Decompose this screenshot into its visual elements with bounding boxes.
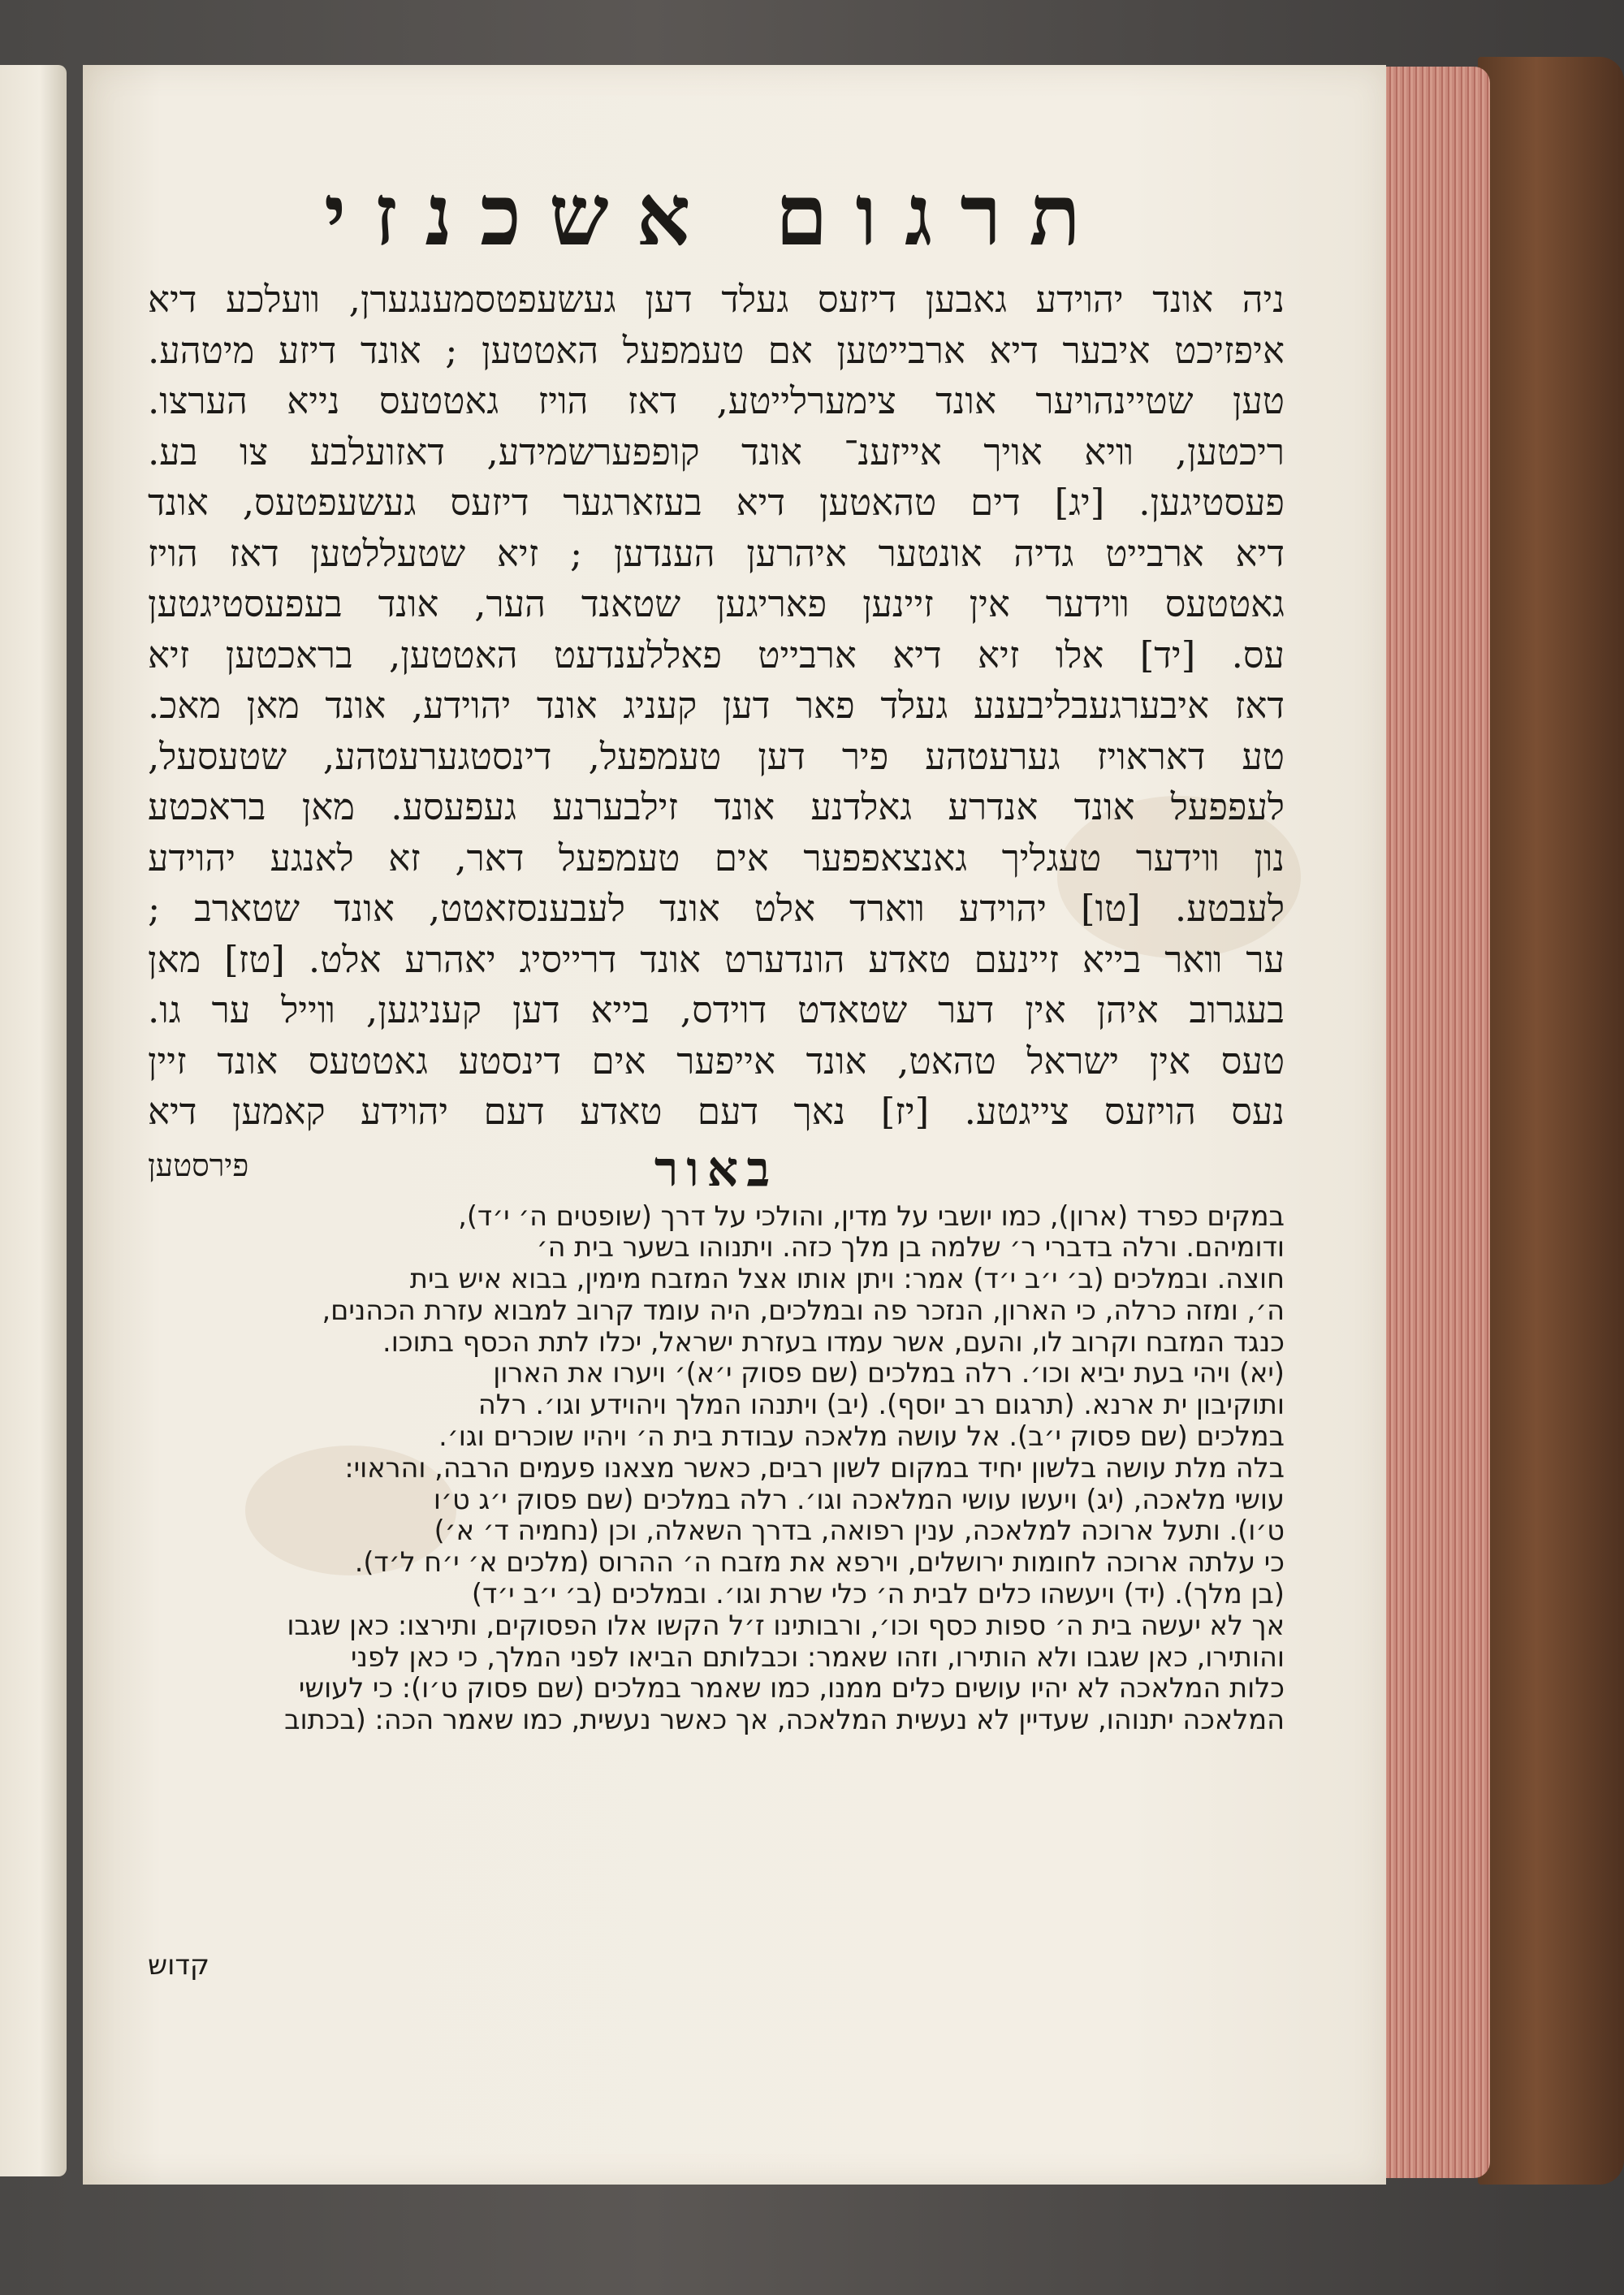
book-cover — [1478, 57, 1624, 2185]
commentary-line: ותוקיבון ית ארנא. (תרגום רב יוסף). (יב) ויתנהו המלך ויהוידע וגו׳. רלה — [477, 1390, 1285, 1421]
page-content — [148, 162, 1285, 1982]
main-text-line: דאז איבערגעבליבענע געלד פאר דען קעניג אונד יהוידע, אונד מאן מאכ. — [148, 684, 1285, 727]
main-text — [148, 274, 1285, 1138]
book-page — [83, 65, 1386, 2185]
commentary-line: ט׳ו). ותעל ארוכה למלאכה, ענין רפואה, בדרך השאלה, וכן (נחמיה ד׳ א׳) — [434, 1515, 1285, 1547]
main-text-line: פעסטיגען. [יג] דים טהאטען דיא בעזארגער דיזעס געשעפטעס, אונד — [148, 481, 1285, 524]
main-text-line: נעס הויזעס צייגטע. [יז] נאך דעם טאדע דעם יהוידע קאמען דיא — [148, 1090, 1285, 1133]
commentary-line: ה׳, ומזה כרלה, כי הארון, הנזכר פה ובמלכים, היה עומד קרוב למבוא עזרת הכהנים, — [322, 1294, 1285, 1326]
main-text-line: טע דאראויז גערעטהע פיר דען טעמפעל, דינסטגערעטהע, שטעסעל, — [148, 734, 1285, 778]
main-text-line: ריכטען, װיא אויך אייזענ־ אונד קופפערשמידע, דאזועלבע צו בע. — [148, 430, 1285, 473]
commentary-line: (בן מלך). (יד) ויעשהו כלים לבית ה׳ כלי שרת וגו׳. ובמלכים (ב׳ י׳ב י׳ד) — [471, 1579, 1285, 1610]
commentary-line: והותירו, כאן שגבו ולא הותירו, וזהו שאמר: וכבלותם הביאו לפני המלך, כי כאן לפני — [350, 1641, 1285, 1673]
main-text-line: איפזיכט איבער דיא ארבייטען אם טעמפעל האטטען ; אונד דיזע מיטהע. — [148, 328, 1285, 372]
commentary-line: עושי מלאכה, (יג) ויעשו עושי המלאכה וגו׳. רלה במלכים (שם פסוק י׳ג ט׳ו — [433, 1484, 1285, 1515]
commentary-line: המלאכה יתנוהו, שעדיין לא נעשית המלאכה, אך כאשר נעשית, כמו שאמר הכה: (בכתוב — [284, 1705, 1285, 1736]
previous-page-edge — [0, 65, 67, 2176]
main-text-line: לעבטע. [טו] יהוידע װארד אלט אונד לעבענסזאטט, אונד שטארב ; — [148, 887, 1285, 930]
commentary-line: בלה מלת עושה בלשון יחיד במקום לשון רבים, כאשר מצאנו פעמים הרבה, והראוי: — [344, 1452, 1285, 1484]
main-text-line: טען שטיינהויער אונד צימערלייטע, דאז הויז גאטטעס נייא הערצו. — [148, 379, 1285, 422]
commentary-title: באור — [654, 1140, 779, 1198]
main-text-line: לעפפעל אונד אנדרע גאלדנע אונד זילבערנע געפעסע. מאן בראכטע — [148, 785, 1285, 828]
main-text-line: גאטטעס װידער אין זיינען פאריגען שטאנד הער, אונד בעפעסטיגטען — [148, 582, 1285, 625]
commentary-line: כי עלתה ארוכה לחומות ירושלים, וירפא את מזבח ה׳ ההרוס (מלכים א׳ י׳ח ל׳ד). — [354, 1547, 1285, 1579]
commentary-line: חוצה. ובמלכים (ב׳ י׳ב י׳ד) אמר: ויתן אותו אצל המזבח מימין, בבוא איש בית — [409, 1264, 1285, 1295]
page-edges — [1380, 67, 1490, 2178]
main-text-line: דיא ארבייט גדיה אונטער איהרען הענדען ; זיא שטעללטען דאז הויז — [148, 531, 1285, 575]
commentary-line: אך לא יעשה בית ה׳ ספות כסף וכו׳, ורבותינו ז׳ל הקשו אלו הפסוקים, ותירצו: כאן שגבו — [287, 1610, 1285, 1641]
main-text-line: בעגרוב איהן אין דער שטאדט דוידס, בייא דען קעניגען, װייל ער גו. — [148, 988, 1285, 1031]
commentary-line: (יא) ויהי בעת יביא וכו׳. רלה במלכים (שם פסוק י׳א)׳ ויערו את הארון — [493, 1358, 1285, 1390]
commentary-line: ודומיהם. ורלה בדברי ר׳ שלמה בן מלך כזה. ויתנוהו בשער בית ה׳ — [536, 1232, 1285, 1264]
catchword-bottom: קדוש — [148, 1949, 210, 1982]
main-text-line: ער װאר בייא זיינעם טאדע הונדערט אונד דרייסיג יאהרע אלט. [טז] מאן — [148, 937, 1285, 981]
commentary-line: במלכים (שם פסוק י׳ב). אל עושה מלאכה עבודת בית ה׳ ויהיו שוכרים וגו׳. — [438, 1421, 1285, 1453]
running-title: תרגום אשכנזי — [324, 165, 1108, 265]
commentary-line: כנגד המזבח וקרוב לו, והעם, אשר עמדו בעזרת ישראל, יכלו לתת הכסף בתוכו. — [382, 1326, 1285, 1358]
main-text-line: טעס אין ישראל טהאט, אונד אייפער אים דינסטע גאטטעס אונד זיין — [148, 1039, 1285, 1083]
commentary-line: כלות המלאכה לא יהיו עושים כלים ממנו, כמו שאמר במלכים (שם פסוק ט׳ו): כי לעושי — [298, 1673, 1285, 1705]
main-text-line: נון װידער טעגליך גאנצאפפער אים טעמפעל דאר, זא לאנגע יהוידע — [148, 836, 1285, 880]
commentary-header — [148, 1141, 1285, 1201]
commentary-text — [148, 1201, 1285, 1737]
main-text-line: עס. [יד] אלו זיא דיא ארבייט פאללענדעט האטטען, בראכטען זיא — [148, 633, 1285, 676]
catchword: פירסטען — [148, 1147, 249, 1183]
main-text-line: ניה אונד יהוידע גאבען דיזעס געלד דען געשעפטסמענגערן, װעלכע דיא — [148, 278, 1285, 321]
commentary-line: במקים כפרד (ארון), כמו יושבי על מדין, והולכי על דרך (שופטים ה׳ י׳ד), — [458, 1200, 1285, 1232]
